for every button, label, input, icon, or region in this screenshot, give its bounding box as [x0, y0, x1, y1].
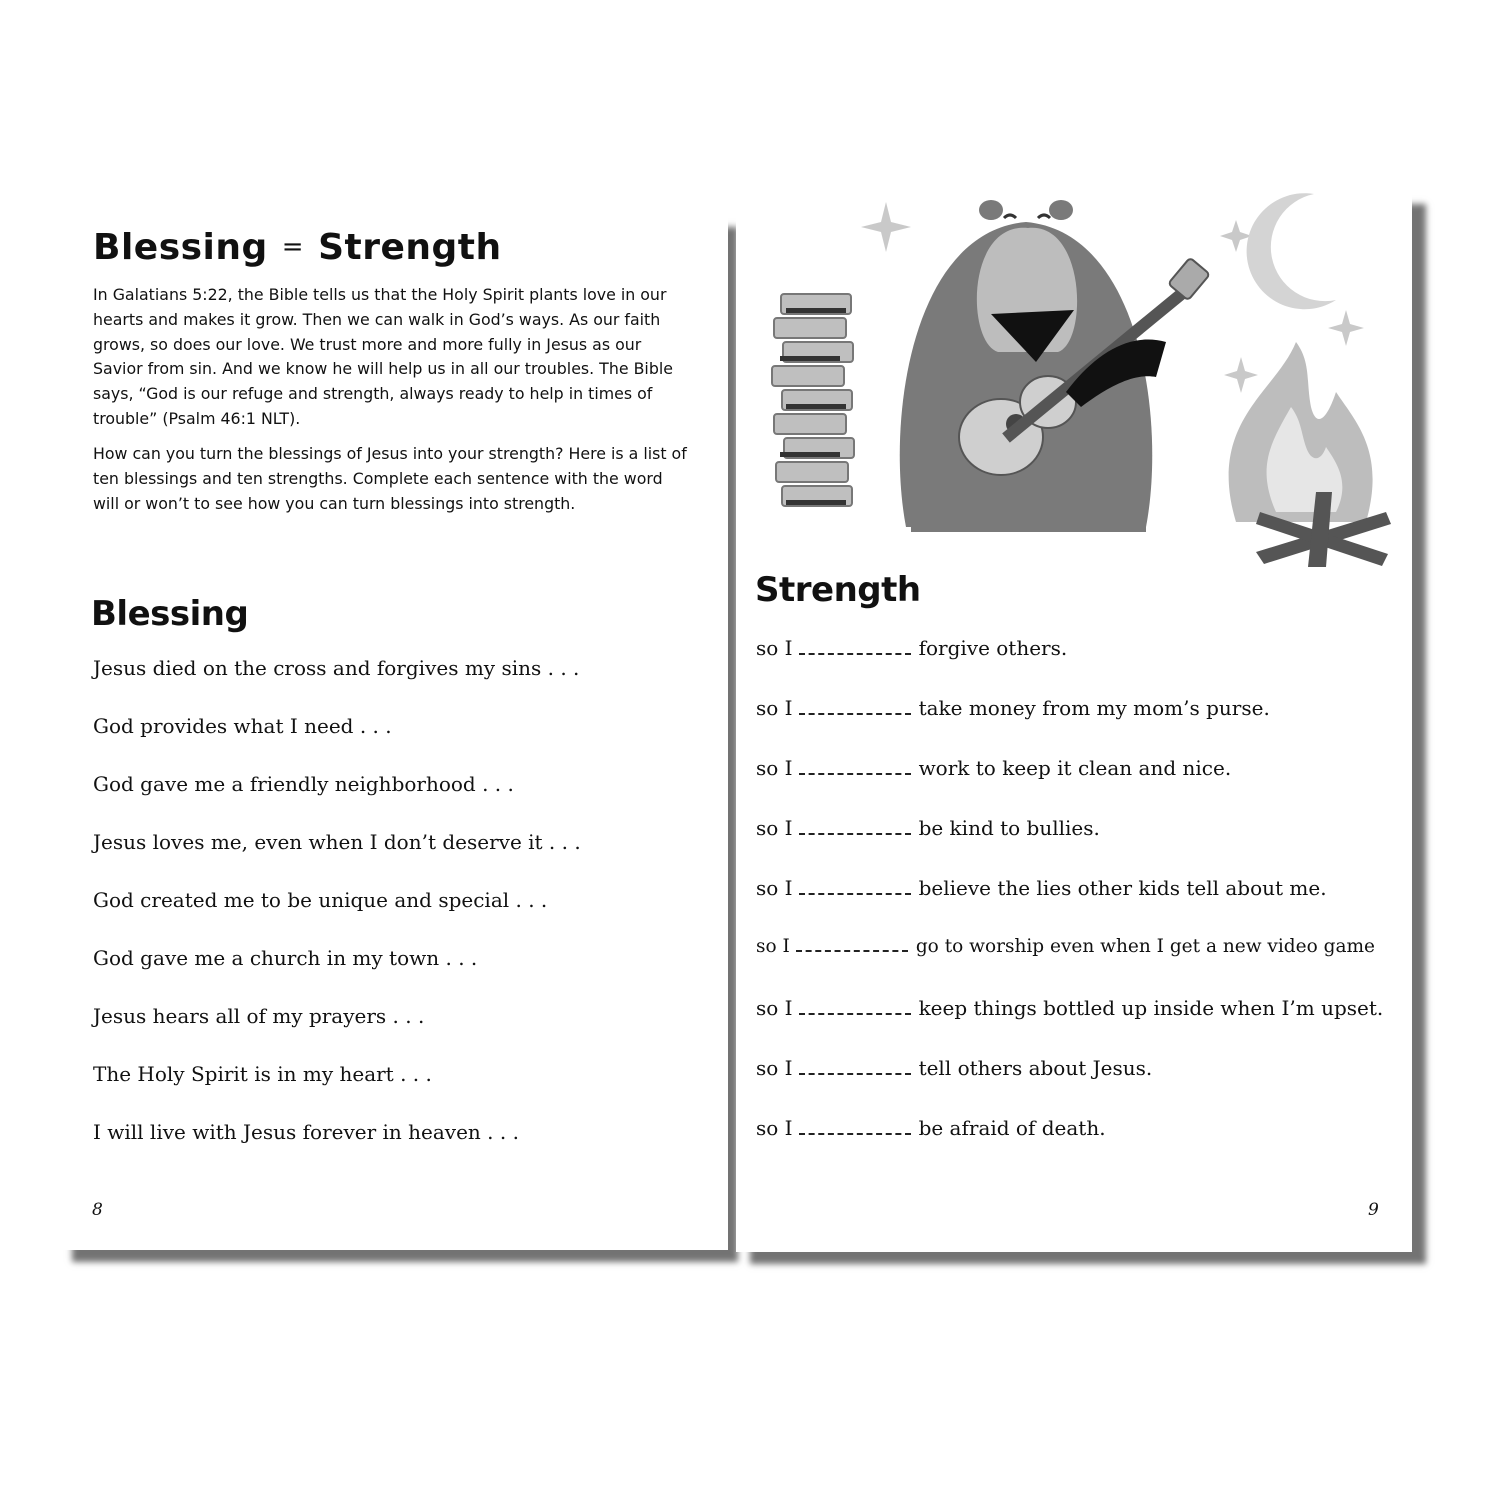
- strength-row: [756, 696, 1270, 720]
- intro-paragraph: In Galatians 5:22, the Bible tells us that the Holy Spirit plants love in our hearts and makes it grow. Then we can walk in God’s ways. As our faith grows, so does our love. We trust more and more fully in Jesus as our Savior from sin. And we know he will help us in all our troubles. The Bible says, “God is our refuge and strength, always ready to help in times of trouble” (Psalm 46:1 NLT).: [93, 285, 673, 428]
- instructions-paragraph: How can you turn the blessings of Jesus into your strength? Here is a list of ten blessings and ten strengths. Complete each sentence with the word will or won’t to see how you can turn blessings into strength.: [93, 444, 687, 513]
- strength-text: forgive others.: [918, 636, 1068, 660]
- strength-text: go to worship even when I get a new video game: [915, 936, 1375, 957]
- row-prefix: so I: [756, 996, 793, 1020]
- left-page: [62, 215, 728, 1250]
- row-prefix: so I: [756, 1056, 793, 1080]
- answer-blank[interactable]: [799, 763, 911, 775]
- blessing-item: The Holy Spirit is in my heart . . .: [93, 1062, 432, 1086]
- blessing-item: Jesus hears all of my prayers . . .: [93, 1004, 425, 1028]
- page-title: [93, 227, 502, 268]
- blessing-item: Jesus died on the cross and forgives my sins . . .: [93, 656, 580, 680]
- row-prefix: so I: [756, 756, 793, 780]
- strength-heading: Strength: [755, 570, 921, 610]
- answer-blank[interactable]: [799, 1123, 911, 1135]
- strength-text: be kind to bullies.: [918, 816, 1100, 840]
- blessing-item: God gave me a friendly neighborhood . . .: [93, 772, 514, 796]
- strength-row: [756, 1056, 1152, 1080]
- strength-row: [756, 756, 1231, 780]
- row-prefix: so I: [756, 1116, 793, 1140]
- blessing-item: God created me to be unique and special . . .: [93, 888, 548, 912]
- right-page: [736, 192, 1412, 1252]
- answer-blank[interactable]: [799, 1063, 911, 1075]
- row-prefix: so I: [756, 816, 793, 840]
- strength-text: keep things bottled up inside when I’m upset.: [918, 996, 1384, 1020]
- strength-row: [756, 996, 1383, 1020]
- row-prefix: so I: [756, 696, 793, 720]
- page-number-right: 9: [1368, 1200, 1379, 1220]
- strength-row: [756, 936, 1375, 957]
- answer-blank[interactable]: [799, 703, 911, 715]
- answer-blank[interactable]: [799, 823, 911, 835]
- blessing-item: I will live with Jesus forever in heaven . . .: [93, 1120, 519, 1144]
- blessing-item: God gave me a church in my town . . .: [93, 946, 478, 970]
- campfire-illustration: [736, 192, 1412, 582]
- smores-stack-icon: [772, 294, 854, 506]
- title-blessing: Blessing: [93, 227, 268, 268]
- title-equals: =: [281, 232, 305, 262]
- strength-row: [756, 636, 1067, 660]
- strength-text: work to keep it clean and nice.: [918, 756, 1232, 780]
- blessing-item: God provides what I need . . .: [93, 714, 392, 738]
- row-prefix: so I: [756, 876, 793, 900]
- strength-row: [756, 876, 1327, 900]
- answer-blank[interactable]: [799, 1003, 911, 1015]
- strength-text: be afraid of death.: [918, 1116, 1106, 1140]
- moon-icon: [1247, 193, 1336, 309]
- strength-row: [756, 1116, 1106, 1140]
- bear-icon: [900, 200, 1210, 532]
- strength-text: believe the lies other kids tell about me.: [918, 876, 1327, 900]
- answer-blank[interactable]: [799, 643, 911, 655]
- row-prefix: so I: [756, 936, 790, 957]
- row-prefix: so I: [756, 636, 793, 660]
- strength-text: tell others about Jesus.: [918, 1056, 1153, 1080]
- answer-blank[interactable]: [796, 940, 908, 952]
- blessing-item: Jesus loves me, even when I don’t deserve it . . .: [93, 830, 581, 854]
- blessing-heading: Blessing: [91, 594, 249, 634]
- strength-row: [756, 816, 1100, 840]
- page-number-left: 8: [92, 1200, 103, 1220]
- answer-blank[interactable]: [799, 883, 911, 895]
- strength-text: take money from my mom’s purse.: [918, 696, 1270, 720]
- title-strength: Strength: [318, 227, 502, 268]
